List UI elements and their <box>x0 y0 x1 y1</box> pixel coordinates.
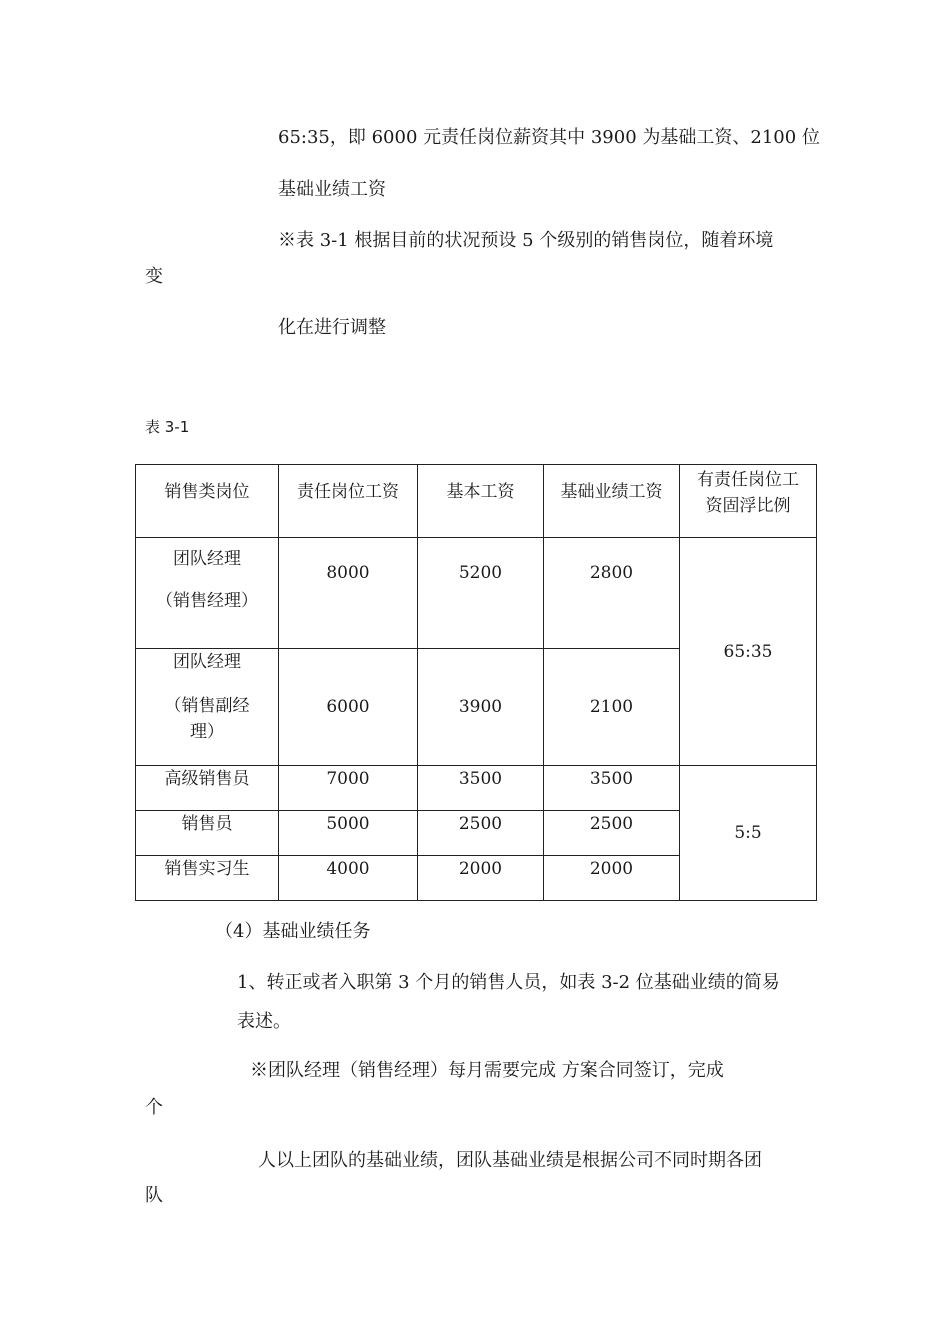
position-cell: 销售实习生 <box>136 856 279 901</box>
table-cell: 2100 <box>544 649 680 766</box>
paragraph-line: 化在进行调整 <box>278 317 386 338</box>
position-cell: 团队经理 （销售副经 理） <box>136 649 279 766</box>
paragraph-line: ※表 3-1 根据目前的状况预设 5 个级别的销售岗位，随着环境 <box>278 230 774 251</box>
header-cell: 基础业绩工资 <box>544 465 680 538</box>
table-row <box>136 538 817 649</box>
table-row <box>136 766 817 811</box>
table-cell: 2500 <box>418 811 544 856</box>
paragraph-line: ※团队经理（销售经理）每月需要完成 方案合同签订，完成 <box>250 1060 724 1081</box>
paragraph-line: 个 <box>145 1097 163 1118</box>
ratio-cell: 5:5 <box>680 766 817 901</box>
position-cell: 高级销售员 <box>136 766 279 811</box>
table-cell: 6000 <box>279 649 418 766</box>
table-cell: 2500 <box>544 811 680 856</box>
salary-table <box>135 464 817 901</box>
table-cell: 3500 <box>418 766 544 811</box>
table-cell: 2000 <box>418 856 544 901</box>
paragraph-line: 1、转正或者入职第 3 个月的销售人员，如表 3-2 位基础业绩的简易 <box>237 972 780 993</box>
table-cell: 2800 <box>544 538 680 649</box>
paragraph-line: 基础业绩工资 <box>278 179 386 200</box>
table-caption: 表 3-1 <box>145 418 190 436</box>
table-cell: 3900 <box>418 649 544 766</box>
table-cell: 3500 <box>544 766 680 811</box>
ratio-cell: 65:35 <box>680 538 817 766</box>
paragraph-line: 人以上团队的基础业绩，团队基础业绩是根据公司不同时期各团 <box>258 1150 762 1171</box>
header-cell: 有责任岗位工 资固浮比例 <box>680 465 817 538</box>
position-cell: 团队经理 （销售经理） <box>136 538 279 649</box>
paragraph-line: 表述。 <box>237 1011 291 1032</box>
paragraph-line: 变 <box>145 266 163 287</box>
table-cell: 7000 <box>279 766 418 811</box>
header-cell: 销售类岗位 <box>136 465 279 538</box>
paragraph-line: 队 <box>145 1185 163 1206</box>
table-header-row <box>136 465 817 538</box>
paragraph-line: 65:35，即 6000 元责任岗位薪资其中 3900 为基础工资、2100 位 <box>278 127 820 148</box>
table-cell: 5000 <box>279 811 418 856</box>
table-cell: 8000 <box>279 538 418 649</box>
table-cell: 5200 <box>418 538 544 649</box>
header-cell: 责任岗位工资 <box>279 465 418 538</box>
table-cell: 4000 <box>279 856 418 901</box>
table-cell: 2000 <box>544 856 680 901</box>
position-cell: 销售员 <box>136 811 279 856</box>
header-cell: 基本工资 <box>418 465 544 538</box>
section-heading: （4）基础业绩任务 <box>215 921 371 942</box>
